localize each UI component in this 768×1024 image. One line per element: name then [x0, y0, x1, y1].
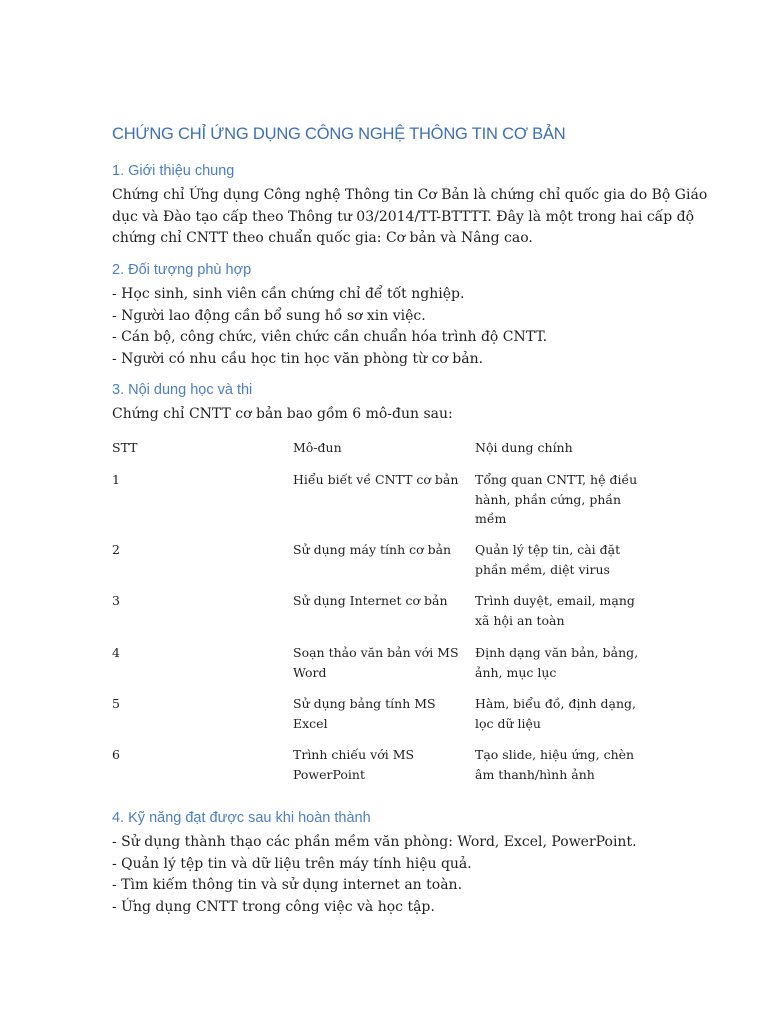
section-3-heading: 3. Nội dung học và thi	[112, 382, 253, 398]
list-item: - Học sinh, sinh viên cần chứng chỉ để tốt nghiệp.	[112, 286, 465, 302]
table-cell: Sử dụng Internet cơ bản	[293, 593, 448, 608]
list-item: - Tìm kiếm thông tin và sử dụng internet an toàn.	[112, 877, 463, 893]
section-4-list	[112, 832, 667, 918]
table-cell: Trình duyệt, email, mạng xã hội an toàn	[475, 593, 635, 628]
table-header-cell: Mô-đun	[293, 440, 342, 455]
section-1-heading: 1. Giới thiệu chung	[112, 163, 235, 179]
section-1-line: Chứng chỉ Ứng dụng Công nghệ Thông tin Cơ Bản là chứng chỉ quốc gia do Bộ Giáo	[112, 187, 708, 203]
table-cell: 4	[112, 645, 120, 660]
list-item: - Người lao động cần bổ sung hồ sơ xin việc.	[112, 307, 426, 324]
table-cell: Trình chiếu với MS PowerPoint	[293, 747, 415, 782]
table-cell: 2	[112, 542, 120, 557]
section-1-body	[112, 185, 708, 250]
table-cell: 1	[112, 472, 120, 487]
table-cell: Tạo slide, hiệu ứng, chèn âm thanh/hình ảnh	[475, 747, 635, 782]
list-item: - Sử dụng thành thạo các phần mềm văn phòng: Word, Excel, PowerPoint.	[112, 834, 637, 850]
table-cell: Soạn thảo văn bản với MS Word	[293, 645, 459, 680]
table-cell: Quản lý tệp tin, cài đặt phần mềm, diệt virus	[475, 542, 621, 577]
list-item: - Cán bộ, công chức, viên chức cần chuẩn hóa trình độ CNTT.	[112, 329, 548, 345]
table-cell: 5	[112, 696, 120, 711]
table-cell: Sử dụng bảng tính MS Excel	[293, 696, 436, 731]
section-3-intro: Chứng chỉ CNTT cơ bản bao gồm 6 mô-đun sau:	[112, 406, 453, 422]
list-item: - Người có nhu cầu học tin học văn phòng từ cơ bản.	[112, 350, 484, 367]
table-cell: 6	[112, 747, 120, 762]
section-2-heading: 2. Đối tượng phù hợp	[112, 262, 252, 278]
section-1-line: dục và Đào tạo cấp theo Thông tư 03/2014/TT-BTTTT. Đây là một trong hai cấp độ	[112, 208, 695, 225]
table-cell: Hiểu biết về CNTT cơ bản	[293, 472, 459, 487]
list-item: - Quản lý tệp tin và dữ liệu trên máy tính hiệu quả.	[112, 855, 472, 872]
section-1-line: chứng chỉ CNTT theo chuẩn quốc gia: Cơ bản và Nâng cao.	[112, 230, 533, 246]
section-2-list	[112, 284, 667, 370]
table-cell: Định dạng văn bản, bảng, ảnh, mục lục	[475, 645, 639, 680]
section-4-heading: 4. Kỹ năng đạt được sau khi hoàn thành	[112, 810, 371, 826]
document-title: CHỨNG CHỈ ỨNG DỤNG CÔNG NGHỆ THÔNG TIN CƠ BẢN	[112, 125, 566, 143]
table-cell: Hàm, biểu đồ, định dạng, lọc dữ liệu	[475, 696, 637, 731]
list-item: - Ứng dụng CNTT trong công việc và học tập.	[112, 898, 435, 915]
table-cell: Tổng quan CNTT, hệ điều hành, phần cứng, phần mềm	[475, 472, 638, 526]
table-cell: 3	[112, 593, 120, 608]
table-header-cell: Nội dung chính	[475, 440, 573, 455]
table-cell: Sử dụng máy tính cơ bản	[293, 542, 452, 557]
table-header-cell: STT	[112, 440, 138, 455]
